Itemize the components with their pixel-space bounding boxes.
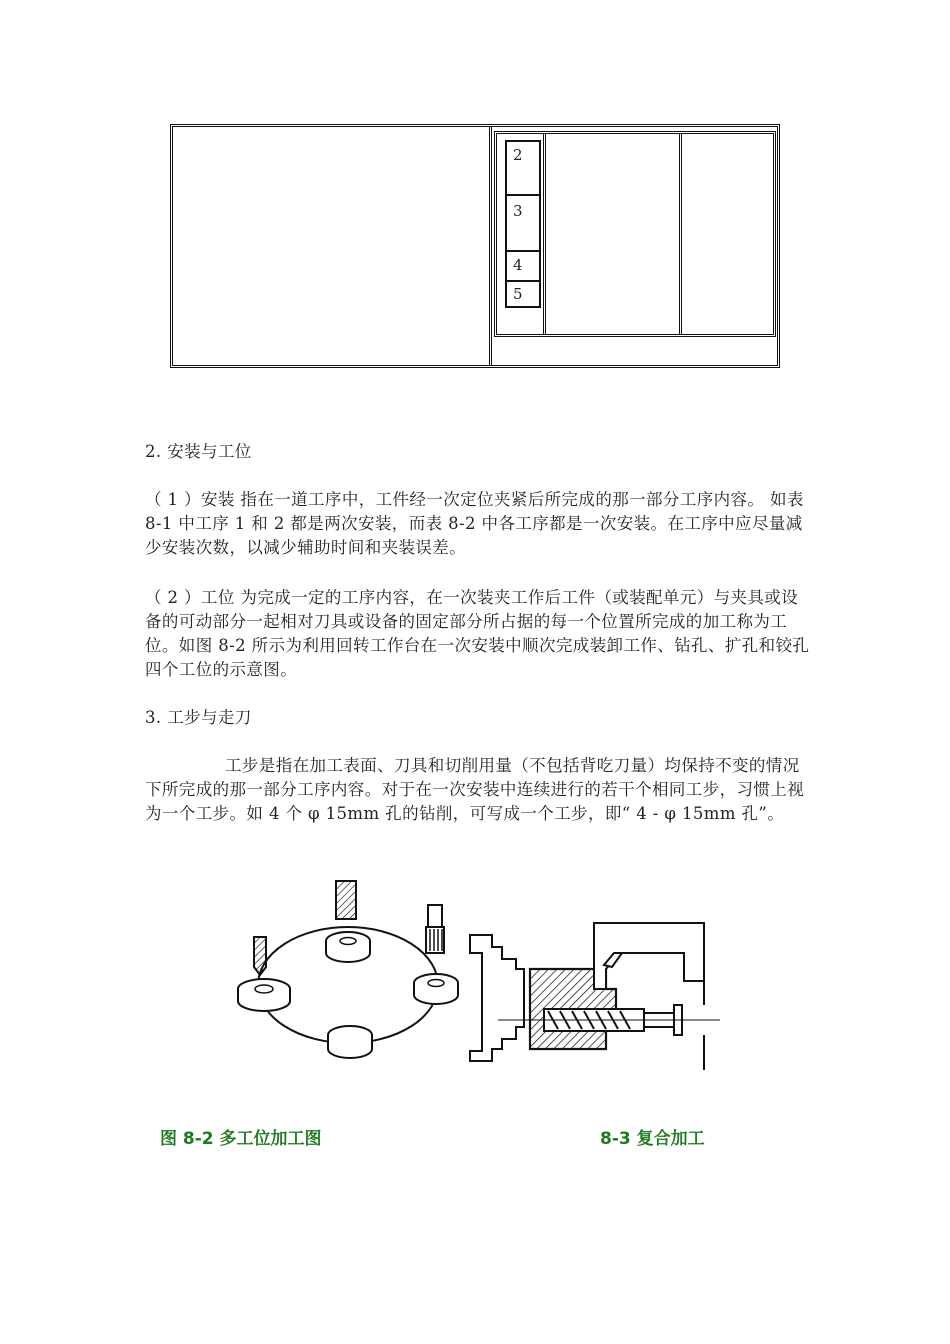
table-inner-box (494, 131, 776, 337)
table-column-line (679, 134, 682, 334)
workpiece-bottom (328, 1026, 372, 1058)
figure-caption: 图 8-2 多工位加工图 (160, 1129, 322, 1149)
step-cell: 3 (507, 196, 539, 252)
section-heading: 2. 安装与工位 (145, 442, 252, 461)
process-table (170, 124, 780, 368)
drill-tool (336, 881, 356, 919)
step-number-column (505, 140, 541, 308)
compound-machining-figure (468, 905, 726, 1080)
chuck-jaw (470, 935, 524, 1061)
reamer-tool (426, 905, 444, 953)
paragraph: （ 2 ）工位 为完成一定的工序内容，在一次装夹工作后工件（或装配单元）与夹具或设备的可动部分一起相对刀具或设备的固定部分所占据的每一个位置所完成的加工称为工位。如图 8-2 所示为利用回转工作台在一次安装中顺次完成装卸工作、钻孔、扩孔和铰孔四个工位的示意图。 (145, 588, 810, 679)
workpiece-top (326, 932, 370, 962)
step-cell: 5 (513, 285, 523, 303)
step-cell: 2 (507, 142, 539, 196)
section-heading: 3. 工步与走刀 (145, 708, 252, 727)
table-column-line (543, 134, 546, 334)
table-divider (489, 127, 492, 365)
workpiece-left (238, 979, 290, 1011)
figure-caption: 8-3 复合加工 (600, 1129, 705, 1149)
paragraph: 工步是指在加工表面、刀具和切削用量（不包括背吃刀量）均保持不变的情况下所完成的那一部分工序内容。对于在一次安装中连续进行的若干个相同工步，习惯上视为一个工步。如 4 个 φ 15mm 孔的钻削，可写成一个工步，即“ 4 - φ 15mm 孔”。 (145, 756, 805, 823)
step-cell: 4 (507, 252, 539, 282)
workpiece-right (414, 974, 458, 1004)
paragraph: （ 1 ）安装 指在一道工序中，工件经一次定位夹紧后所完成的那一部分工序内容。 如表 8-1 中工序 1 和 2 都是两次安装，而表 8-2 中各工序都是一次安装。在工序中应尽量减少安装次数，以减少辅助时间和夹装误差。 (145, 490, 804, 557)
counterbore-tool (254, 937, 266, 975)
multi-station-figure (230, 875, 470, 1080)
